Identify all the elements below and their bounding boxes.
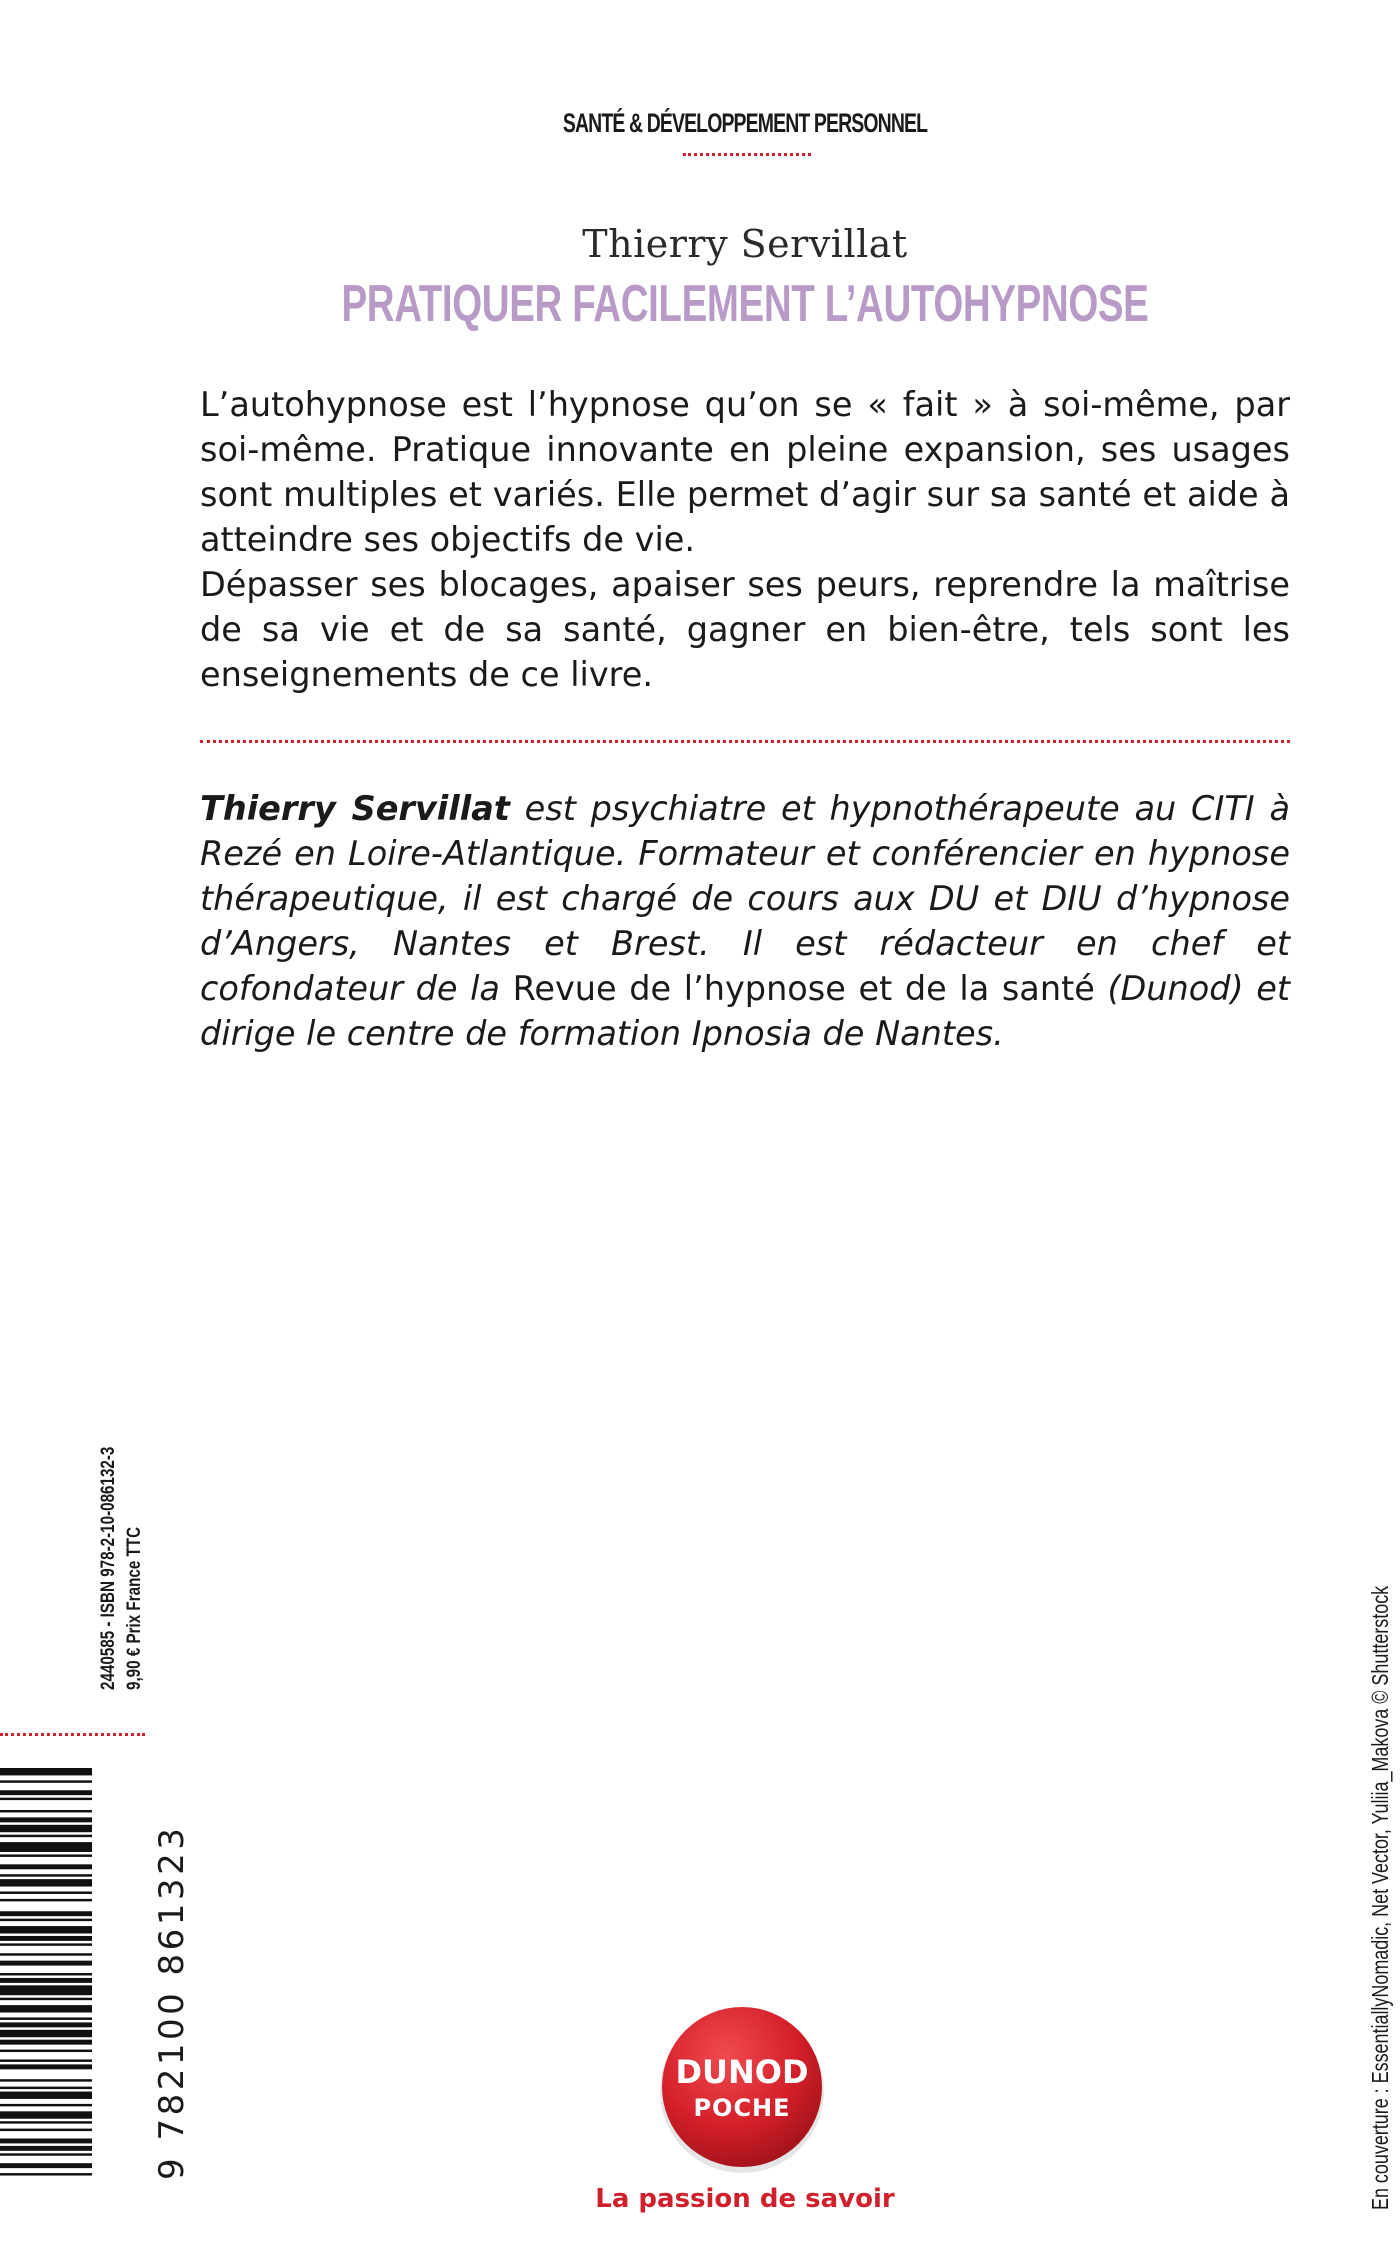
barcode-bar <box>0 1943 92 1945</box>
barcode-bar <box>0 1835 92 1837</box>
dunod-poche-logo <box>656 2003 828 2175</box>
barcode-bar <box>0 2129 92 2131</box>
barcode-bar <box>0 1961 92 1966</box>
barcode-bar <box>0 1825 92 1832</box>
barcode-bar <box>0 1864 92 1869</box>
barcode-bar <box>0 2059 92 2061</box>
book-author: Thierry Servillat <box>582 222 908 266</box>
publisher-tagline: La passion de savoir <box>595 2184 895 2214</box>
barcode-bar <box>0 2173 92 2175</box>
isbn-price-block <box>96 1386 148 1690</box>
logo-text-dunod: DUNOD <box>675 2053 809 2091</box>
barcode-bar <box>0 2092 92 2099</box>
barcode-bar <box>0 1899 92 1901</box>
barcode-bar <box>0 2050 92 2052</box>
barcode-bar <box>0 1817 92 1822</box>
barcode-bar <box>0 1953 92 1955</box>
cover-credit <box>1367 1410 1394 2210</box>
barcode-bar <box>0 1768 92 1775</box>
barcode-bar <box>0 1879 92 1886</box>
barcode-bar <box>0 1854 92 1856</box>
barcode-bar <box>0 1985 92 1995</box>
bio-author-name: Thierry Servillat <box>200 789 510 828</box>
barcode-bar <box>0 1978 92 1983</box>
cover-credit-text: En couverture : EssentiallyNomadic, Net Vector, Yuliia_Makova © Shutterstock <box>1367 1585 1393 2210</box>
blurb-paragraph: Dépasser ses blocages, apaiser ses peurs, reprendre la maîtrise de sa vie et de sa santé, gagner en bien-être, tels sont les enseignements de ce livre. <box>200 565 1290 694</box>
barcode-bar <box>0 2146 92 2151</box>
barcode-bar <box>0 2005 92 2012</box>
barcode-bar <box>0 1926 92 1933</box>
collection-label: SANTÉ & DÉVELOPPEMENT PERSONNEL <box>562 108 928 138</box>
barcode-bar <box>0 1936 92 1941</box>
barcode-bar <box>0 2079 92 2081</box>
barcode-bar <box>0 2138 92 2143</box>
dotted-divider-middle <box>200 740 1290 743</box>
barcode-bar <box>0 1798 92 1800</box>
barcode-digits: 9 782100 861323 <box>152 1824 192 2180</box>
barcode-bar <box>0 1891 92 1893</box>
price-line: 9,90 € Prix France TTC <box>124 1526 145 1690</box>
barcode-bar <box>0 2111 92 2118</box>
barcode-bar <box>0 2064 92 2069</box>
barcode-bar <box>0 1911 92 1916</box>
barcode-bar <box>0 2017 92 2019</box>
barcode-bar <box>0 1810 92 1812</box>
barcode-bar <box>0 2163 92 2168</box>
dotted-divider-top <box>683 153 811 156</box>
barcode-bar <box>0 2104 92 2106</box>
barcode-bar <box>0 2022 92 2027</box>
barcode-bar <box>0 2030 92 2037</box>
blurb-paragraph: L’autohypnose est l’hypnose qu’on se « fait » à soi-même, par soi-même. Pratique innovante en pleine expansion, ses usages sont multiples et variés. Elle permet d’agir sur sa santé et aide à atteindre ses objectifs de vie. <box>200 385 1290 559</box>
barcode-bar <box>0 2121 92 2123</box>
bio-journal-title: Revue de l’hypnose et de la santé <box>512 969 1095 1008</box>
book-title: PRATIQUER FACILEMENT L’AUTOHYPNOSE <box>341 275 1149 333</box>
logo-text-poche: POCHE <box>693 2094 791 2122</box>
barcode-bar <box>0 1998 92 2000</box>
barcode-bar <box>0 2040 92 2045</box>
barcode-bar <box>0 2087 92 2089</box>
bio-text: est psychiatre et hypnothérapeute au CITI à Rezé en Loire-Atlantique. Formateur et conférencier en hypnose thérapeutique, il est chargé de cours aux DU et DIU d’hypnose d’Angers, Nantes et Brest. Il est rédacteur en chef et cofondateur de la <box>200 789 1290 1008</box>
barcode-bar <box>0 1919 92 1921</box>
barcode-bar <box>0 1842 92 1852</box>
book-blurb <box>200 382 1290 697</box>
author-bio <box>200 786 1290 1056</box>
barcode-bar <box>0 1790 92 1795</box>
isbn-line: 2440585 - ISBN 978-2-10-086132-3 <box>98 1446 119 1690</box>
barcode-bar <box>0 1973 92 1975</box>
dotted-divider-barcode <box>0 1733 145 1736</box>
bio-text: (Dunod) et dirige le centre de formation Ipnosia de Nantes. <box>200 969 1290 1053</box>
barcode-bar <box>0 1780 92 1782</box>
barcode <box>0 1768 92 2178</box>
barcode-bar <box>0 2153 92 2155</box>
barcode-bar <box>0 1874 92 1876</box>
